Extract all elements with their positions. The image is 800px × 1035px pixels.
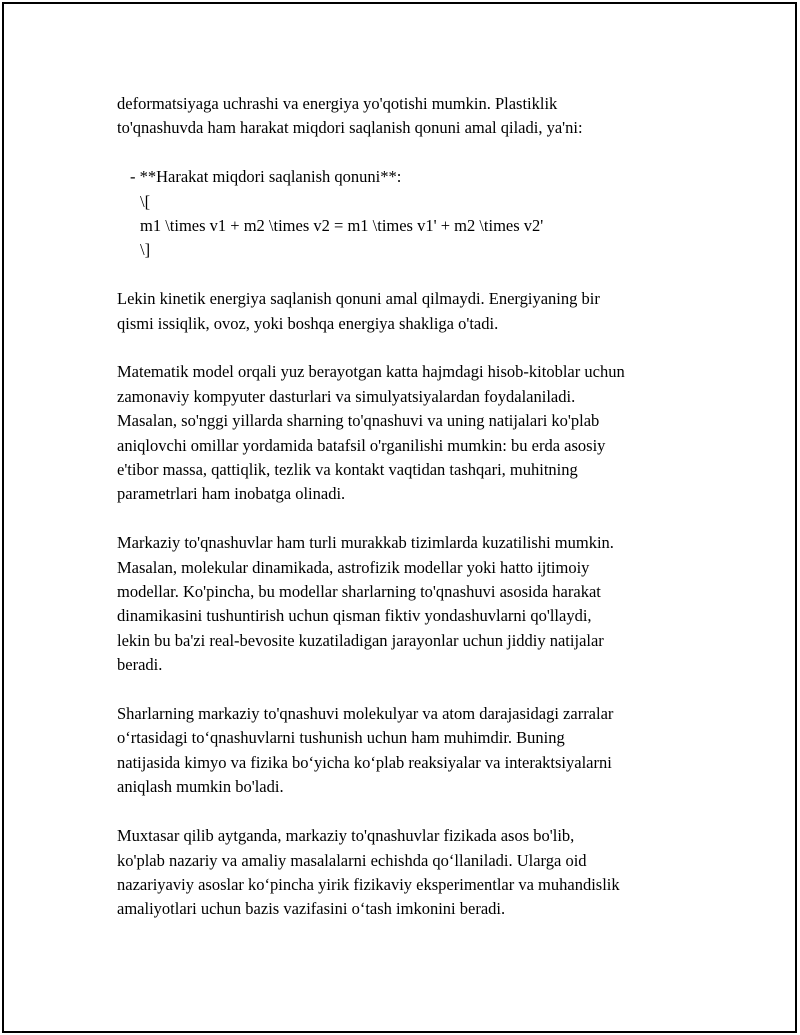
formula-close-bracket: \] — [140, 240, 151, 260]
paragraph-molecular-collisions: Sharlarning markaziy to'qnashuvi molekulyar va atom darajasidagi zarralar o‘rtasidagi to‘qnashuvlarni tushunish uchun ham muhimdir. Buning natijasida kimyo va fizika bo‘yicha ko‘plab reaksiyalar va interaktsiyalarni aniqlash mumkin bo'ladi. — [117, 704, 614, 797]
paragraph-mathematical-model: Matematik model orqali yuz berayotgan katta hajmdagi hisob-kitoblar uchun zamonaviy kompyuter dasturlari va simulyatsiyalardan foydalaniladi. Masalan, so'nggi yillarda sharning to'qnashuvi va uning natijalari ko'plab aniqlovchi omillar yordamida batafsil o'rganilishi mumkin: bu erda asosiy e'tibor massa, qattiqlik, tezlik va kontakt vaqtidan tashqari, muhitning parametrlari ham inobatga olinadi. — [117, 362, 625, 504]
formula-open-bracket: \[ — [140, 191, 151, 211]
document-body — [117, 92, 707, 946]
list-item-heading: - **Harakat miqdori saqlanish qonuni**: — [130, 167, 402, 187]
paragraph-central-collisions-systems: Markaziy to'qnashuvlar ham turli murakkab tizimlarda kuzatilishi mumkin. Masalan, molekular dinamikada, astrofizik modellar yoki hatto ijtimoiy modellar. Ko'pincha, bu modellar sharlarning to'qnashuvi asosida harakat dinamikasini tushuntirish uchun qisman fiktiv yondashuvlarni qo'llaydi, lekin bu ba'zi real-bevosite kuzatiladigan jarayonlar uchun jiddiy natijalar beradi. — [117, 533, 614, 675]
paragraph-summary: Muxtasar qilib aytganda, markaziy to'qnashuvlar fizikada asos bo'lib, ko'plab nazariy va amaliy masalalarni echishda qo‘llaniladi. Ularga oid nazariyaviy asoslar ko‘pincha yirik fizikaviy eksperimentlar va muhandislik amaliyotlari uchun bazis vazifasini o‘tash imkonini beradi. — [117, 826, 620, 919]
momentum-formula: m1 \times v1 + m2 \times v2 = m1 \times v1' + m2 \times v2' — [140, 216, 544, 236]
momentum-conservation-list-item — [117, 165, 707, 263]
paragraph-plastic-collision: deformatsiyaga uchrashi va energiya yo'qotishi mumkin. Plastiklik to'qnashuvda ham harakat miqdori saqlanish qonuni amal qiladi, ya'ni: — [117, 94, 583, 138]
paragraph-kinetic-energy: Lekin kinetik energiya saqlanish qonuni amal qilmaydi. Energiyaning bir qismi issiqlik, ovoz, yoki boshqa energiya shakliga o'tadi. — [117, 289, 600, 333]
